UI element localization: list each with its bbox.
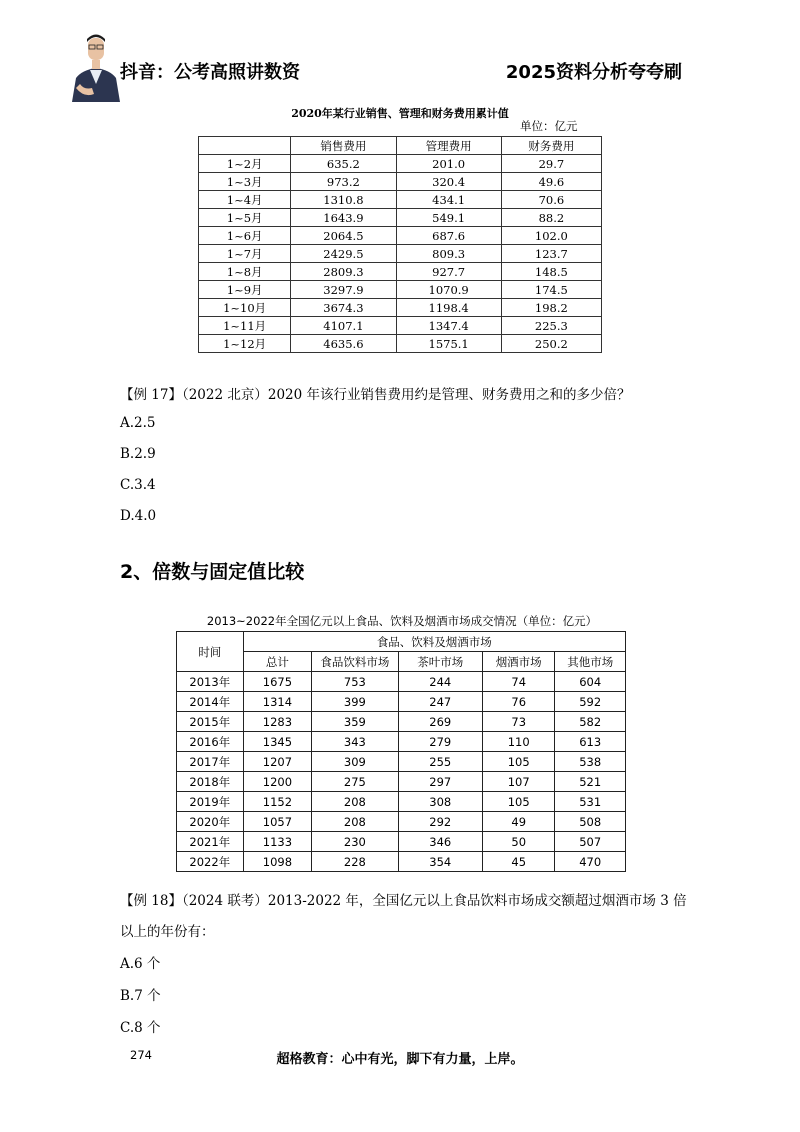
table-cell: 49.6 <box>501 173 601 191</box>
table-cell: 2019年 <box>177 792 244 812</box>
table-cell: 1675 <box>243 672 312 692</box>
table-cell: 208 <box>312 792 398 812</box>
time-header: 时间 <box>177 632 244 672</box>
table-row <box>199 173 602 191</box>
table-row <box>199 317 602 335</box>
table-cell: 434.1 <box>396 191 501 209</box>
table-cell: 1310.8 <box>291 191 396 209</box>
table-cell: 2016年 <box>177 732 244 752</box>
table-cell: 2020年 <box>177 812 244 832</box>
table-cell: 2022年 <box>177 852 244 872</box>
table-cell: 105 <box>482 752 554 772</box>
table-cell: 250.2 <box>501 335 601 353</box>
table-cell: 107 <box>482 772 554 792</box>
table-cell: 809.3 <box>396 245 501 263</box>
q17-option-b: B.2.9 <box>120 446 156 462</box>
table-row <box>199 155 602 173</box>
table-cell: 2014年 <box>177 692 244 712</box>
table-cell: 3297.9 <box>291 281 396 299</box>
table-cell: 538 <box>555 752 626 772</box>
header-left-title: 抖音：公考高照讲数资 <box>120 62 300 83</box>
table-cell: 1643.9 <box>291 209 396 227</box>
header-cell: 烟酒市场 <box>482 652 554 672</box>
table-cell: 297 <box>398 772 482 792</box>
q17-option-d: D.4.0 <box>120 508 157 524</box>
table-row <box>199 281 602 299</box>
header-cell: 茶叶市场 <box>398 652 482 672</box>
table-cell: 549.1 <box>396 209 501 227</box>
table-row <box>177 832 626 852</box>
table-cell: 45 <box>482 852 554 872</box>
question-18-line1: 【例 18】（2024 联考）2013-2022 年，全国亿元以上食品饮料市场成交额超过烟酒市场 3 倍 <box>120 893 687 909</box>
header-cell: 其他市场 <box>555 652 626 672</box>
table-cell: 208 <box>312 812 398 832</box>
table-row <box>199 191 602 209</box>
table-cell: 1207 <box>243 752 312 772</box>
table-cell: 73 <box>482 712 554 732</box>
table-row <box>177 692 626 712</box>
table-cell: 1152 <box>243 792 312 812</box>
table-cell: 2021年 <box>177 832 244 852</box>
table-cell: 2017年 <box>177 752 244 772</box>
table-cell: 635.2 <box>291 155 396 173</box>
header-right-title: 2025资料分析夸夸刷 <box>505 62 682 83</box>
table-cell: 1098 <box>243 852 312 872</box>
header-cell: 总计 <box>243 652 312 672</box>
table-cell: 613 <box>555 732 626 752</box>
table-cell: 927.7 <box>396 263 501 281</box>
table-cell: 255 <box>398 752 482 772</box>
table1-title: 2020年某行业销售、管理和财务费用累计值 <box>291 107 509 120</box>
table-cell: 687.6 <box>396 227 501 245</box>
header-cell: 食品饮料市场 <box>312 652 398 672</box>
question-17: 【例 17】（2022 北京）2020 年该行业销售费用约是管理、财务费用之和的多少倍？ <box>120 387 631 403</box>
table-cell: 88.2 <box>501 209 601 227</box>
q18-option-c: C.8 个 <box>120 1020 161 1036</box>
table-cell: 49 <box>482 812 554 832</box>
table-cell: 1314 <box>243 692 312 712</box>
header-cell: 销售费用 <box>291 137 396 155</box>
table-cell: 70.6 <box>501 191 601 209</box>
table-cell: 1~6月 <box>199 227 291 245</box>
table-cell: 1~4月 <box>199 191 291 209</box>
table-cell: 275 <box>312 772 398 792</box>
table-cell: 74 <box>482 672 554 692</box>
table-cell: 1~5月 <box>199 209 291 227</box>
table-cell: 308 <box>398 792 482 812</box>
table-cell: 343 <box>312 732 398 752</box>
table-cell: 2018年 <box>177 772 244 792</box>
table-row <box>177 812 626 832</box>
table-cell: 521 <box>555 772 626 792</box>
table1 <box>198 136 602 353</box>
table-cell: 1133 <box>243 832 312 852</box>
table-row <box>177 672 626 692</box>
table-row <box>177 852 626 872</box>
table-cell: 50 <box>482 832 554 852</box>
table-cell: 228 <box>312 852 398 872</box>
q18-option-b: B.7 个 <box>120 988 161 1004</box>
table-row <box>177 732 626 752</box>
q17-option-c: C.3.4 <box>120 477 156 493</box>
table-row <box>199 335 602 353</box>
presenter-avatar <box>68 28 124 102</box>
table-cell: 1~3月 <box>199 173 291 191</box>
table-cell: 1070.9 <box>396 281 501 299</box>
table-cell: 2064.5 <box>291 227 396 245</box>
table-cell: 76 <box>482 692 554 712</box>
table-cell: 592 <box>555 692 626 712</box>
table-cell: 105 <box>482 792 554 812</box>
table2-title: 2013~2022年全国亿元以上食品、饮料及烟酒市场成交情况（单位：亿元） <box>206 614 598 628</box>
footer-slogan: 超格教育：心中有光，脚下有力量，上岸。 <box>276 1052 524 1067</box>
table-row <box>177 772 626 792</box>
table-cell: 354 <box>398 852 482 872</box>
table-cell: 2429.5 <box>291 245 396 263</box>
table-cell: 399 <box>312 692 398 712</box>
table-cell: 292 <box>398 812 482 832</box>
table-cell: 309 <box>312 752 398 772</box>
table-cell: 102.0 <box>501 227 601 245</box>
table-cell: 2013年 <box>177 672 244 692</box>
table-cell: 973.2 <box>291 173 396 191</box>
page-number: 274 <box>130 1048 152 1062</box>
table-cell: 269 <box>398 712 482 732</box>
table-cell: 201.0 <box>396 155 501 173</box>
table-cell: 198.2 <box>501 299 601 317</box>
table2 <box>176 631 626 872</box>
table-cell: 320.4 <box>396 173 501 191</box>
table-cell: 1575.1 <box>396 335 501 353</box>
table-cell: 582 <box>555 712 626 732</box>
table-header-row <box>177 632 626 652</box>
table-cell: 1200 <box>243 772 312 792</box>
table-cell: 29.7 <box>501 155 601 173</box>
table-row <box>199 263 602 281</box>
table-cell: 531 <box>555 792 626 812</box>
table-row <box>177 792 626 812</box>
group-header: 食品、饮料及烟酒市场 <box>243 632 625 652</box>
table-cell: 1~2月 <box>199 155 291 173</box>
table-cell: 1~7月 <box>199 245 291 263</box>
table-cell: 1~8月 <box>199 263 291 281</box>
table-row <box>177 752 626 772</box>
table-cell: 2809.3 <box>291 263 396 281</box>
table-cell: 1198.4 <box>396 299 501 317</box>
table-cell: 110 <box>482 732 554 752</box>
table-cell: 230 <box>312 832 398 852</box>
table-cell: 470 <box>555 852 626 872</box>
table-cell: 279 <box>398 732 482 752</box>
table-cell: 4635.6 <box>291 335 396 353</box>
table-cell: 244 <box>398 672 482 692</box>
header-cell <box>199 137 291 155</box>
section-heading: 2、倍数与固定值比较 <box>120 561 305 583</box>
table-row <box>199 209 602 227</box>
table-row <box>199 227 602 245</box>
table-header-row <box>199 137 602 155</box>
table-cell: 1~11月 <box>199 317 291 335</box>
table-cell: 359 <box>312 712 398 732</box>
table-row <box>199 245 602 263</box>
table-cell: 1~10月 <box>199 299 291 317</box>
table-cell: 174.5 <box>501 281 601 299</box>
table-row <box>177 712 626 732</box>
table-cell: 1~9月 <box>199 281 291 299</box>
table1-unit: 单位：亿元 <box>520 119 578 133</box>
table-cell: 247 <box>398 692 482 712</box>
table-cell: 3674.3 <box>291 299 396 317</box>
table-cell: 4107.1 <box>291 317 396 335</box>
table-cell: 507 <box>555 832 626 852</box>
q17-option-a: A.2.5 <box>120 415 156 431</box>
table-subheader-row <box>177 652 626 672</box>
question-18-line2: 以上的年份有： <box>120 924 215 940</box>
table-cell: 753 <box>312 672 398 692</box>
table-cell: 508 <box>555 812 626 832</box>
table-cell: 1~12月 <box>199 335 291 353</box>
table-cell: 123.7 <box>501 245 601 263</box>
header-cell: 财务费用 <box>501 137 601 155</box>
q18-option-a: A.6 个 <box>120 956 161 972</box>
table-cell: 1283 <box>243 712 312 732</box>
table-cell: 346 <box>398 832 482 852</box>
table-cell: 604 <box>555 672 626 692</box>
table-row <box>199 299 602 317</box>
table-cell: 1057 <box>243 812 312 832</box>
table-cell: 2015年 <box>177 712 244 732</box>
table-cell: 148.5 <box>501 263 601 281</box>
header-cell: 管理费用 <box>396 137 501 155</box>
table-cell: 1347.4 <box>396 317 501 335</box>
table-cell: 225.3 <box>501 317 601 335</box>
table-cell: 1345 <box>243 732 312 752</box>
